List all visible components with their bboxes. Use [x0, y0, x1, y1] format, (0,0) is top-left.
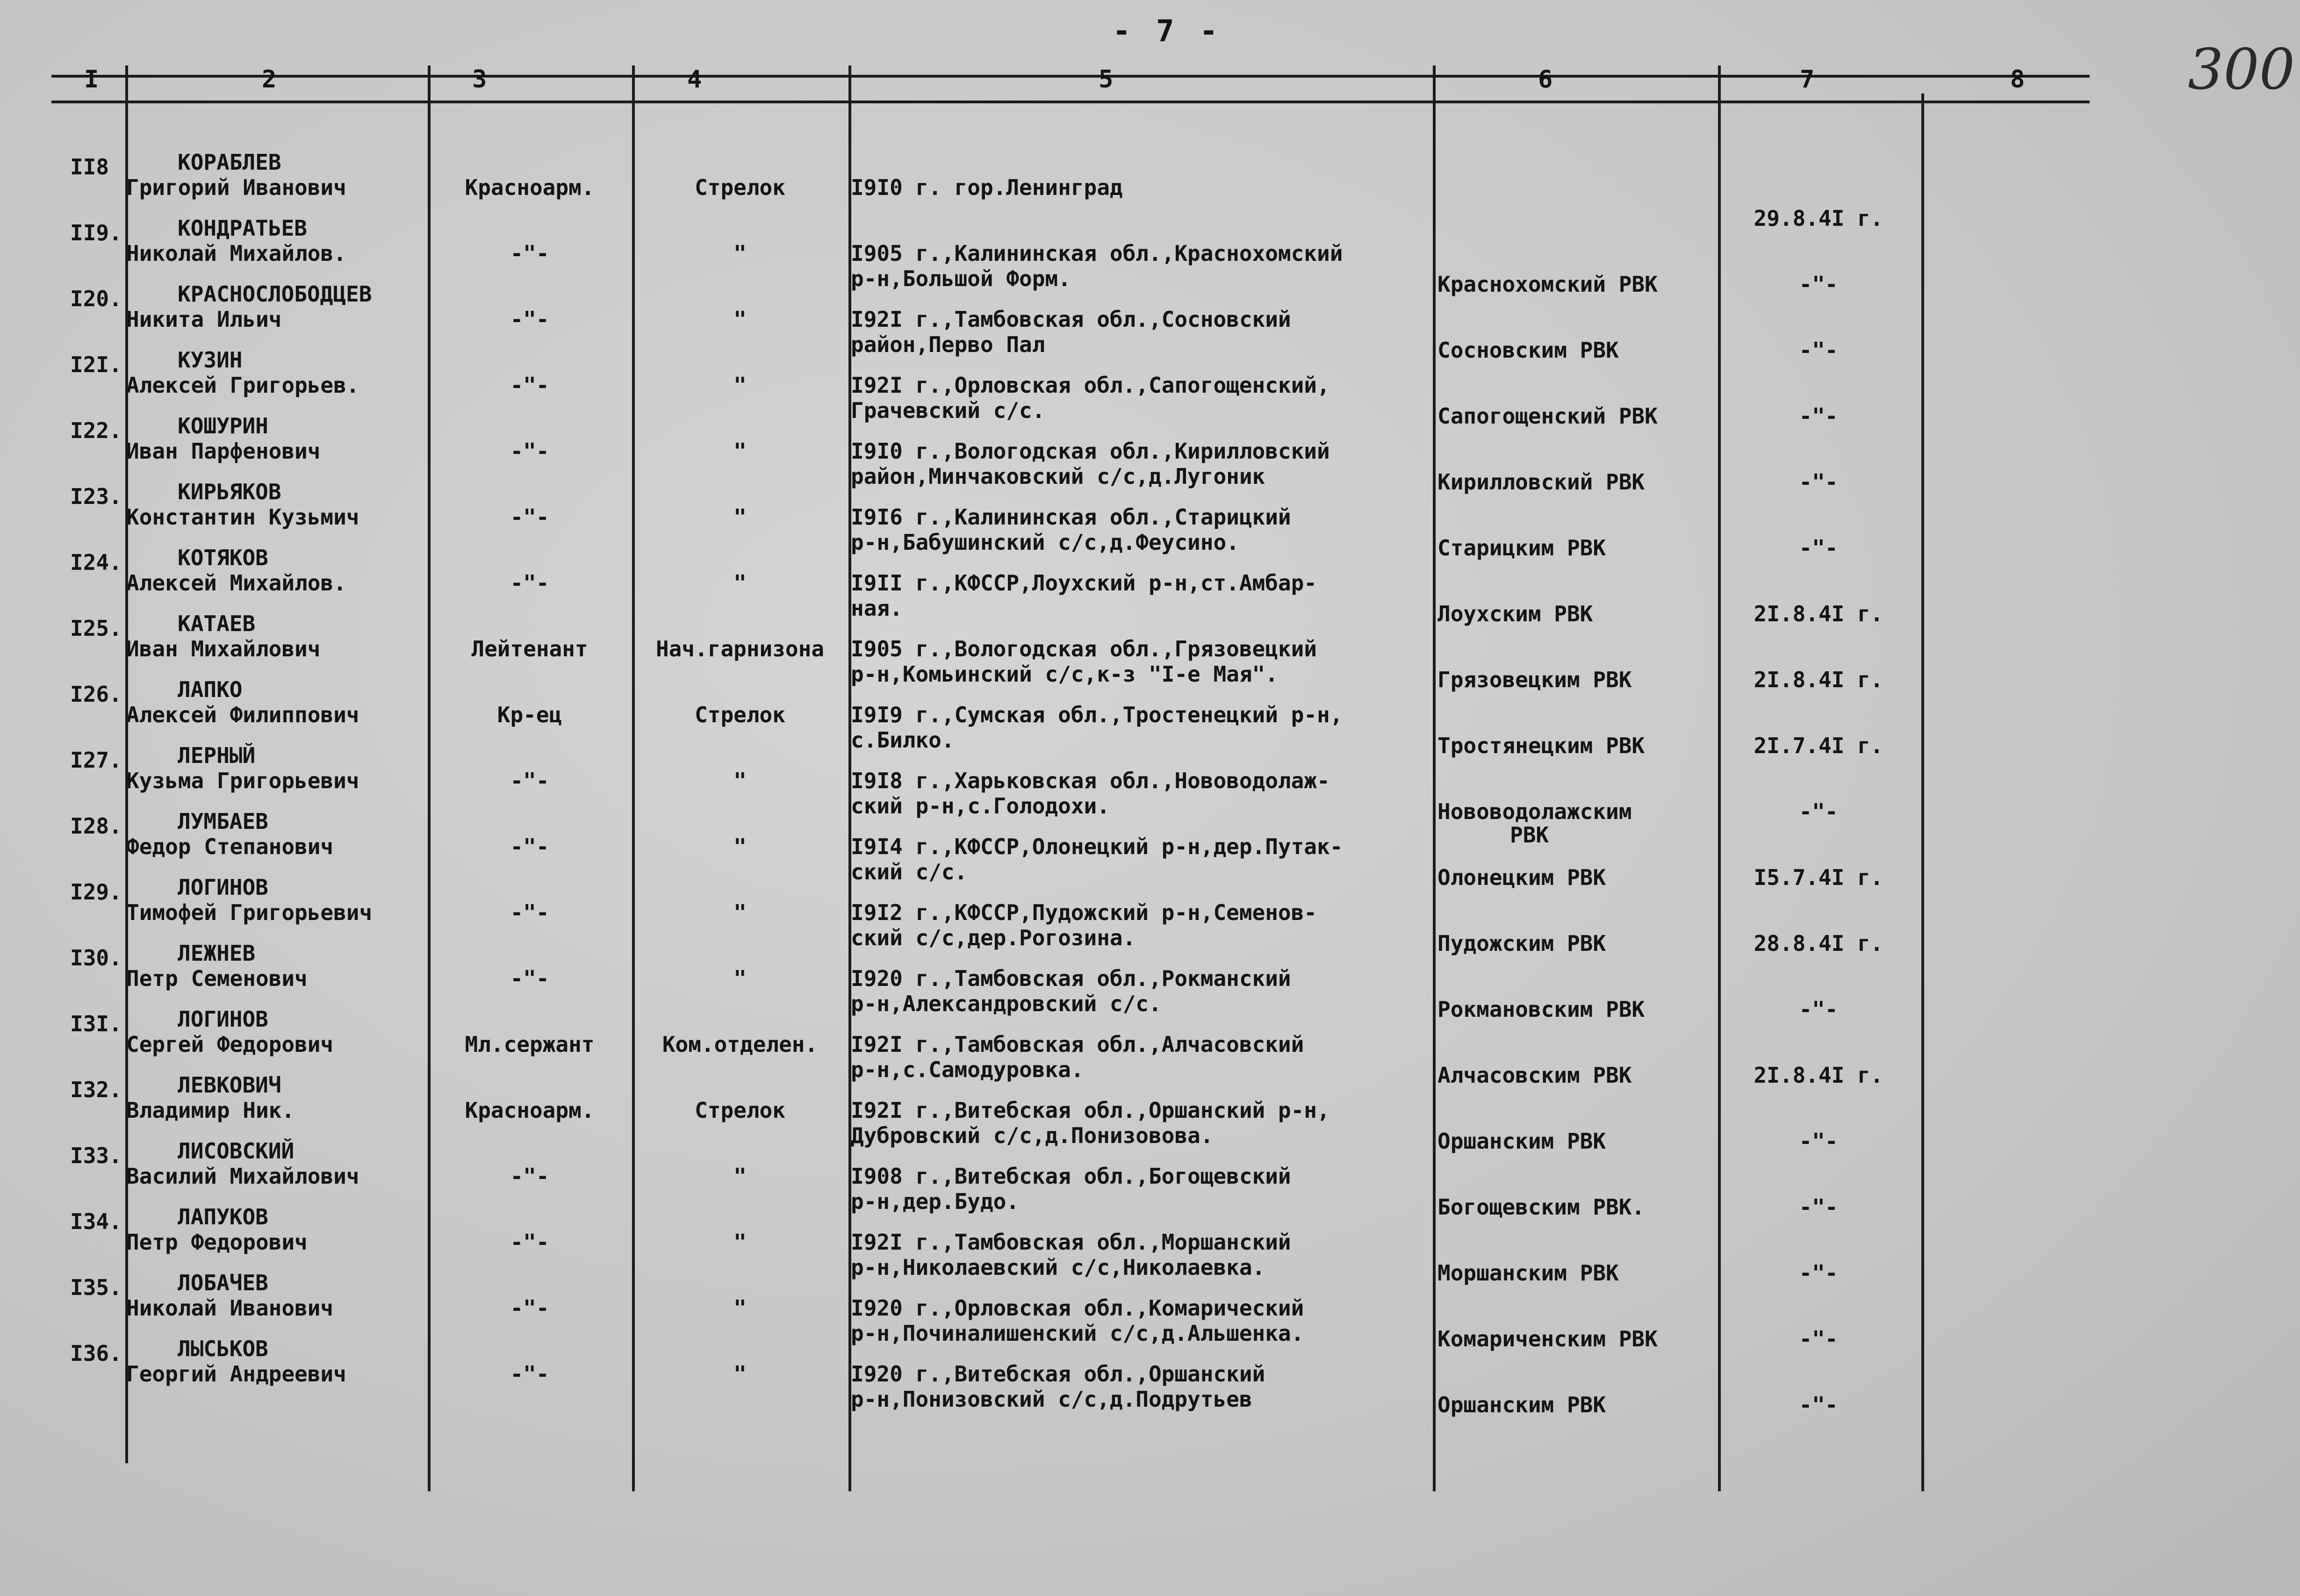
birth-info-line1: I905 г.,Калининская обл.,Краснохомский	[851, 241, 1343, 266]
position: "	[733, 1295, 747, 1321]
given-name: Василий Михайлович	[126, 1164, 359, 1189]
date: -"-	[1799, 799, 1838, 824]
position: Стрелок	[695, 175, 785, 200]
given-name: Алексей Михайлов.	[126, 570, 346, 596]
position: "	[733, 1361, 747, 1387]
birth-info-line1: I920 г.,Орловская обл.,Комаричеcкий	[851, 1295, 1304, 1321]
birth-info-line2: р-н,с.Самодуровка.	[851, 1057, 1084, 1082]
given-name: Николай Михайлов.	[126, 241, 346, 266]
surname: КАТАЕВ	[178, 611, 256, 636]
military-rank: -"-	[510, 900, 549, 925]
birth-info-line1: I92I г.,Тамбовская обл.,Сосновский	[851, 307, 1291, 332]
military-rank: -"-	[510, 439, 549, 464]
birth-info-line1: I920 г.,Тамбовская обл.,Рокманский	[851, 966, 1291, 991]
given-name: Георгий Андреевич	[126, 1361, 346, 1387]
position: Нач.гарнизона	[655, 636, 825, 661]
column-number: 3	[472, 65, 487, 93]
position: "	[733, 768, 747, 793]
birth-info-line1: I9I6 г.,Калининская обл.,Старицкий	[851, 504, 1291, 530]
birth-info-line1: I908 г.,Витебская обл.,Богощевский	[851, 1164, 1291, 1189]
draft-office: Нововодолажским	[1438, 799, 1632, 824]
given-name: Федор Степанович	[126, 834, 334, 859]
military-rank: -"-	[510, 1164, 549, 1189]
header-bottom-line	[51, 101, 2090, 103]
position: Стрелок	[695, 1098, 785, 1123]
birth-info-line1: I92I г.,Тамбовская обл.,Алчасовский	[851, 1032, 1304, 1057]
birth-info-line2: р-н,Александровский с/с.	[851, 991, 1162, 1016]
given-name: Григорий Иванович	[126, 175, 346, 200]
birth-info-line1: I92I г.,Витебская обл.,Оршанский р-н,	[851, 1098, 1330, 1123]
row-number: I26.	[70, 682, 122, 707]
row-number: I32.	[70, 1077, 122, 1102]
given-name: Сергей Федорович	[126, 1032, 334, 1057]
row-number: II9.	[70, 220, 122, 245]
military-rank: -"-	[510, 768, 549, 793]
birth-info-line2: ский р-н,с.Голодохи.	[851, 793, 1110, 819]
date: 2I.8.4I г.	[1754, 601, 1883, 626]
column-number: 2	[262, 65, 277, 93]
surname: ЛОГИНОВ	[178, 875, 268, 900]
birth-info-line2: с.Билко.	[851, 727, 955, 753]
birth-info-line2: р-н,Комьинский с/с,к-з "I-е Мая".	[851, 661, 1278, 687]
birth-info-line2: ский с/с,дер.Рогозина.	[851, 925, 1136, 950]
military-rank: Лейтенант	[471, 636, 588, 661]
birth-info-line2: Грачевский с/с.	[851, 398, 1045, 423]
position: "	[733, 1164, 747, 1189]
draft-office: Олонецким РВК	[1438, 865, 1606, 890]
given-name: Алексей Григорьев.	[126, 373, 359, 398]
given-name: Тимофей Григорьевич	[126, 900, 373, 925]
surname: КОШУРИН	[178, 413, 268, 439]
position: "	[733, 504, 747, 530]
given-name: Петр Федорович	[126, 1229, 308, 1255]
surname: ЛЕВКОВИЧ	[178, 1072, 281, 1098]
military-rank: Красноарм.	[465, 1098, 595, 1123]
surname: КОРАБЛЕВ	[178, 150, 281, 175]
surname: ЛЫСЬКОВ	[178, 1336, 268, 1361]
given-name: Иван Парфенович	[126, 439, 321, 464]
draft-office: Богощевским РВК.	[1438, 1194, 1645, 1220]
position: "	[733, 966, 747, 991]
birth-info-line1: I9I0 г. гор.Ленинград	[851, 175, 1123, 200]
column-number: 4	[687, 65, 702, 93]
column-number: I	[84, 65, 99, 93]
date: 2I.7.4I г.	[1754, 733, 1883, 758]
date: 29.8.4I г.	[1754, 206, 1883, 231]
row-number: I30.	[70, 945, 122, 971]
birth-info-line2: р-н,Понизовский с/с,д.Подрутьев	[851, 1387, 1252, 1412]
draft-office: Алчасовским РВК	[1438, 1063, 1632, 1088]
position: Стрелок	[695, 702, 785, 727]
row-number: I3I.	[70, 1011, 122, 1036]
military-rank: -"-	[510, 1229, 549, 1255]
position: "	[733, 834, 747, 859]
header-top-line	[51, 75, 2090, 78]
surname: ЛОГИНОВ	[178, 1006, 268, 1032]
date: -"-	[1799, 1326, 1838, 1352]
surname: ЛИСОВСКИЙ	[178, 1138, 295, 1164]
row-number: II8	[70, 154, 109, 180]
military-rank: -"-	[510, 1361, 549, 1387]
birth-info-line1: I9I2 г.,КФССР,Пудожский р-н,Семенов-	[851, 900, 1317, 925]
draft-office: Рокмановским РВК	[1438, 997, 1645, 1022]
given-name: Владимир Ник.	[126, 1098, 295, 1123]
given-name: Петр Семенович	[126, 966, 308, 991]
date: -"-	[1799, 403, 1838, 429]
position: "	[733, 439, 747, 464]
date: -"-	[1799, 1260, 1838, 1286]
position: "	[733, 1229, 747, 1255]
row-number: I29.	[70, 879, 122, 905]
date: -"-	[1799, 997, 1838, 1022]
birth-info-line2: р-н,Починалишенский с/с,д.Альшенка.	[851, 1321, 1304, 1346]
military-rank: Красноарм.	[465, 175, 595, 200]
surname: ЛЕЖНЕВ	[178, 941, 256, 966]
birth-info-line1: I9II г.,КФССР,Лоухский р-н,ст.Амбар-	[851, 570, 1317, 596]
birth-info-line2: р-н,Бабушинский с/с,д.Феусино.	[851, 530, 1239, 555]
given-name: Алексей Филиппович	[126, 702, 359, 727]
birth-info-line2: р-н,Николаевский с/с,Николаевка.	[851, 1255, 1265, 1280]
birth-info-line2: район,Перво Пал	[851, 332, 1045, 357]
position: "	[733, 900, 747, 925]
military-rank: -"-	[510, 241, 549, 266]
row-number: I33.	[70, 1143, 122, 1168]
date: 2I.8.4I г.	[1754, 1063, 1883, 1088]
surname: КРАСНОСЛОБОДЦЕВ	[178, 281, 372, 307]
column-number: 7	[1800, 65, 1815, 93]
military-rank: -"-	[510, 504, 549, 530]
given-name: Константин Кузьмич	[126, 504, 359, 530]
draft-office: Кирилловский РВК	[1438, 469, 1645, 495]
date: -"-	[1799, 469, 1838, 495]
draft-office: Грязовецким РВК	[1438, 667, 1632, 692]
draft-office-line2: РВК	[1510, 822, 1549, 848]
birth-info-line2: р-н,дер.Будо.	[851, 1189, 1020, 1214]
row-number: I23.	[70, 484, 122, 509]
row-number: I2I.	[70, 352, 122, 377]
row-number: I27.	[70, 748, 122, 773]
surname: ЛОБАЧЕВ	[178, 1270, 268, 1295]
row-number: I36.	[70, 1341, 122, 1366]
birth-info-line1: I9I9 г.,Сумская обл.,Тростенецкий р-н,	[851, 702, 1343, 727]
position: "	[733, 570, 747, 596]
position: "	[733, 241, 747, 266]
military-rank: -"-	[510, 570, 549, 596]
given-name: Николай Иванович	[126, 1295, 334, 1321]
draft-office: Моршанским РВК	[1438, 1260, 1619, 1286]
military-rank: Кр-ец	[497, 702, 562, 727]
draft-office: Старицким РВК	[1438, 535, 1606, 561]
row-number: I28.	[70, 813, 122, 839]
column-number: 6	[1538, 65, 1553, 93]
birth-info-line2: ная.	[851, 596, 903, 621]
position: "	[733, 373, 747, 398]
draft-office: Лоухским РВК	[1438, 601, 1593, 626]
birth-info-line1: I920 г.,Витебская обл.,Оршанский	[851, 1361, 1265, 1387]
surname: ЛАПКО	[178, 677, 243, 702]
military-rank: -"-	[510, 834, 549, 859]
birth-info-line1: I9I8 г.,Харьковская обл.,Нововодолаж-	[851, 768, 1330, 793]
draft-office: Сапогощенский РВК	[1438, 403, 1658, 429]
birth-info-line1: I9I0 г.,Вологодская обл.,Кирилловский	[851, 439, 1330, 464]
military-rank: -"-	[510, 1295, 549, 1321]
draft-office: Пудожским РВК	[1438, 931, 1606, 956]
birth-info-line1: I905 г.,Вологодская обл.,Грязовецкий	[851, 636, 1317, 661]
row-number: I20.	[70, 286, 122, 311]
birth-info-line2: ский с/с.	[851, 859, 968, 884]
military-rank: Мл.сержант	[465, 1032, 595, 1057]
birth-info-line1: I9I4 г.,КФССР,Олонецкий р-н,дер.Путак-	[851, 834, 1343, 859]
draft-office: Краснохомский РВК	[1438, 272, 1658, 297]
date: -"-	[1799, 272, 1838, 297]
surname: ЛЕРНЫЙ	[178, 743, 256, 768]
date: -"-	[1799, 535, 1838, 561]
birth-info-line1: I92I г.,Орловская обл.,Сапогощенский,	[851, 373, 1330, 398]
row-number: I24.	[70, 550, 122, 575]
date: -"-	[1799, 1129, 1838, 1154]
surname: ЛАПУКОВ	[178, 1204, 268, 1229]
draft-office: Тростянецким РВК	[1438, 733, 1645, 758]
row-number: I35.	[70, 1275, 122, 1300]
draft-office: Сосновским РВК	[1438, 338, 1619, 363]
surname: КОТЯКОВ	[178, 545, 268, 570]
surname: КУЗИН	[178, 347, 243, 373]
row-number: I34.	[70, 1209, 122, 1234]
page-number: - 7 -	[1113, 14, 1222, 49]
draft-office: Комариченским РВК	[1438, 1326, 1658, 1352]
birth-info-line2: район,Минчаковский с/с,д.Лугоник	[851, 464, 1265, 489]
given-name: Иван Михайлович	[126, 636, 321, 661]
surname: КОНДРАТЬЕВ	[178, 216, 307, 241]
birth-info-line1: I92I г.,Тамбовская обл.,Моршанский	[851, 1229, 1291, 1255]
date: -"-	[1799, 1392, 1838, 1417]
date: -"-	[1799, 1194, 1838, 1220]
surname: КИРЬЯКОВ	[178, 479, 281, 504]
position: Ком.отделен.	[662, 1032, 818, 1057]
column-number: 5	[1099, 65, 1114, 93]
row-number: I25.	[70, 616, 122, 641]
surname: ЛУМБАЕВ	[178, 809, 268, 834]
military-rank: -"-	[510, 373, 549, 398]
date: I5.7.4I г.	[1754, 865, 1883, 890]
archive-number: 300	[2188, 37, 2295, 102]
column-number: 8	[2010, 65, 2025, 93]
column-divider	[1921, 93, 1924, 1491]
military-rank: -"-	[510, 307, 549, 332]
birth-info-line2: Дубровский с/с,д.Понизовова.	[851, 1123, 1214, 1148]
draft-office: Оршанским РВК	[1438, 1129, 1606, 1154]
date: 28.8.4I г.	[1754, 931, 1883, 956]
column-divider	[1433, 65, 1436, 1491]
given-name: Никита Ильич	[126, 307, 282, 332]
given-name: Кузьма Григорьевич	[126, 768, 359, 793]
military-rank: -"-	[510, 966, 549, 991]
position: "	[733, 307, 747, 332]
birth-info-line2: р-н,Большой Форм.	[851, 266, 1071, 291]
draft-office: Оршанским РВК	[1438, 1392, 1606, 1417]
date: -"-	[1799, 338, 1838, 363]
row-number: I22.	[70, 418, 122, 443]
date: 2I.8.4I г.	[1754, 667, 1883, 692]
